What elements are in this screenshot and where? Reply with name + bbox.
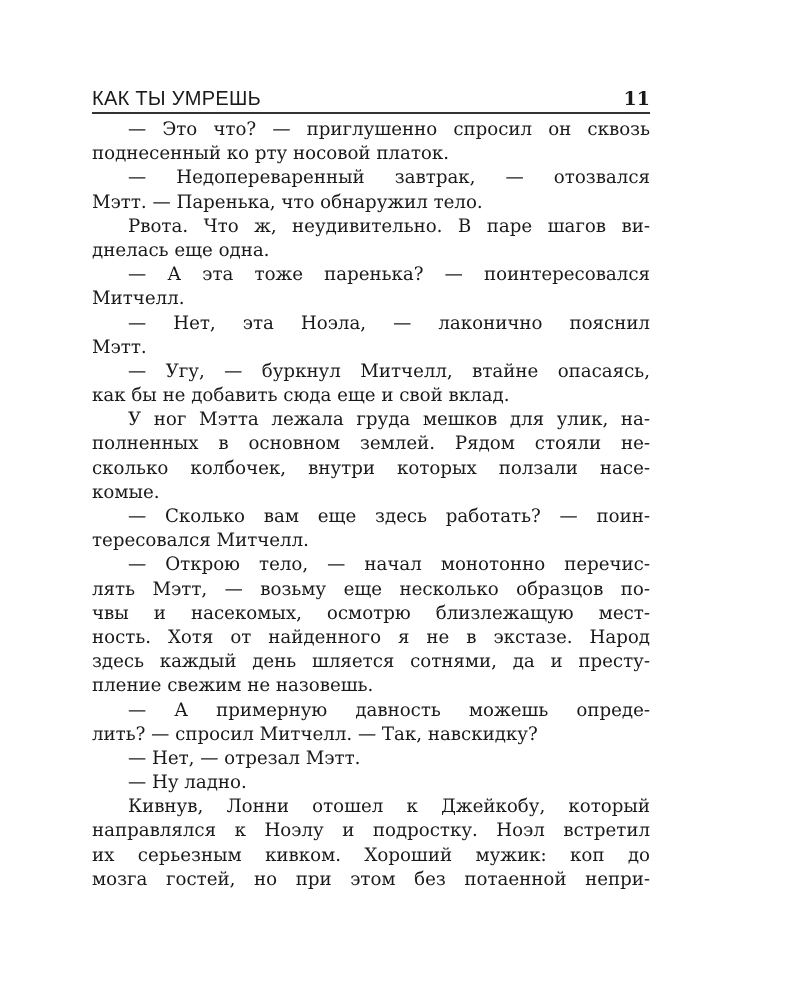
text-line: полненных в основном землей. Рядом стояли не-	[92, 433, 650, 455]
text-line: Митчелл.	[92, 288, 185, 310]
text-line: Рвота. Что ж, неудивительно. В паре шагов ви-	[128, 215, 650, 237]
body-text	[92, 118, 650, 892]
text-line: — Ну ладно.	[128, 772, 247, 794]
text-line: ность. Хотя от найденного я не в экстазе. Народ	[92, 626, 650, 648]
text-line: У ног Мэтта лежала груда мешков для улик, на-	[128, 409, 650, 431]
text-line: — Открою тело, — начал монотонно перечис-	[128, 554, 650, 576]
text-line: комые.	[92, 481, 160, 503]
text-line: сколько колбочек, внутри которых ползали насе-	[92, 457, 650, 479]
text-line: — А примерную давность можешь опреде-	[128, 699, 650, 721]
page-header	[92, 86, 650, 114]
text-line: здесь каждый день шляется сотнями, да и престу-	[92, 651, 650, 673]
text-line: — Недопереваренный завтрак, — отозвался	[128, 167, 650, 189]
text-line: — Сколько вам еще здесь работать? — поин-	[128, 506, 650, 527]
text-line: — Это что? — приглушенно спросил он сквозь	[128, 119, 650, 140]
text-line: поднесенный ко рту носовой платок.	[92, 143, 449, 165]
text-line: — Нет, эта Ноэла, — лаконично пояснил	[128, 312, 650, 334]
text-line: — Угу, — буркнул Митчелл, втайне опасаясь,	[128, 360, 650, 382]
page-number: 11	[623, 88, 650, 110]
text-line: Мэтт. — Паренька, что обнаружил тело.	[92, 191, 483, 213]
text-line: лять Мэтт, — возьму еще несколько образцов по-	[92, 578, 650, 600]
text-line: — Нет, — отрезал Мэтт.	[128, 747, 361, 769]
text-line: пление свежим не назовешь.	[92, 675, 374, 697]
text-line: — А эта тоже паренька? — поинтересовался	[128, 264, 650, 286]
text-line: Кивнув, Лонни отошел к Джейкобу, который	[128, 796, 650, 818]
text-line: мозга гостей, но при этом без потаенной непри-	[92, 868, 650, 890]
running-title: КАК ТЫ УМРЕШЬ	[92, 88, 262, 110]
text-line: лить? — спросил Митчелл. — Так, навскидку?	[92, 723, 538, 745]
text-line: чвы и насекомых, осмотрю близлежащую мест-	[92, 602, 650, 624]
text-line: как бы не добавить сюда еще и свой вклад.	[92, 385, 510, 407]
text-line: Мэтт.	[92, 336, 147, 358]
text-line: тересовался Митчелл.	[92, 530, 309, 552]
text-line: днелась еще одна.	[92, 239, 270, 261]
text-line: их серьезным кивком. Хороший мужик: коп до	[92, 844, 650, 866]
text-line: направлялся к Ноэлу и подростку. Ноэл встретил	[92, 820, 650, 842]
